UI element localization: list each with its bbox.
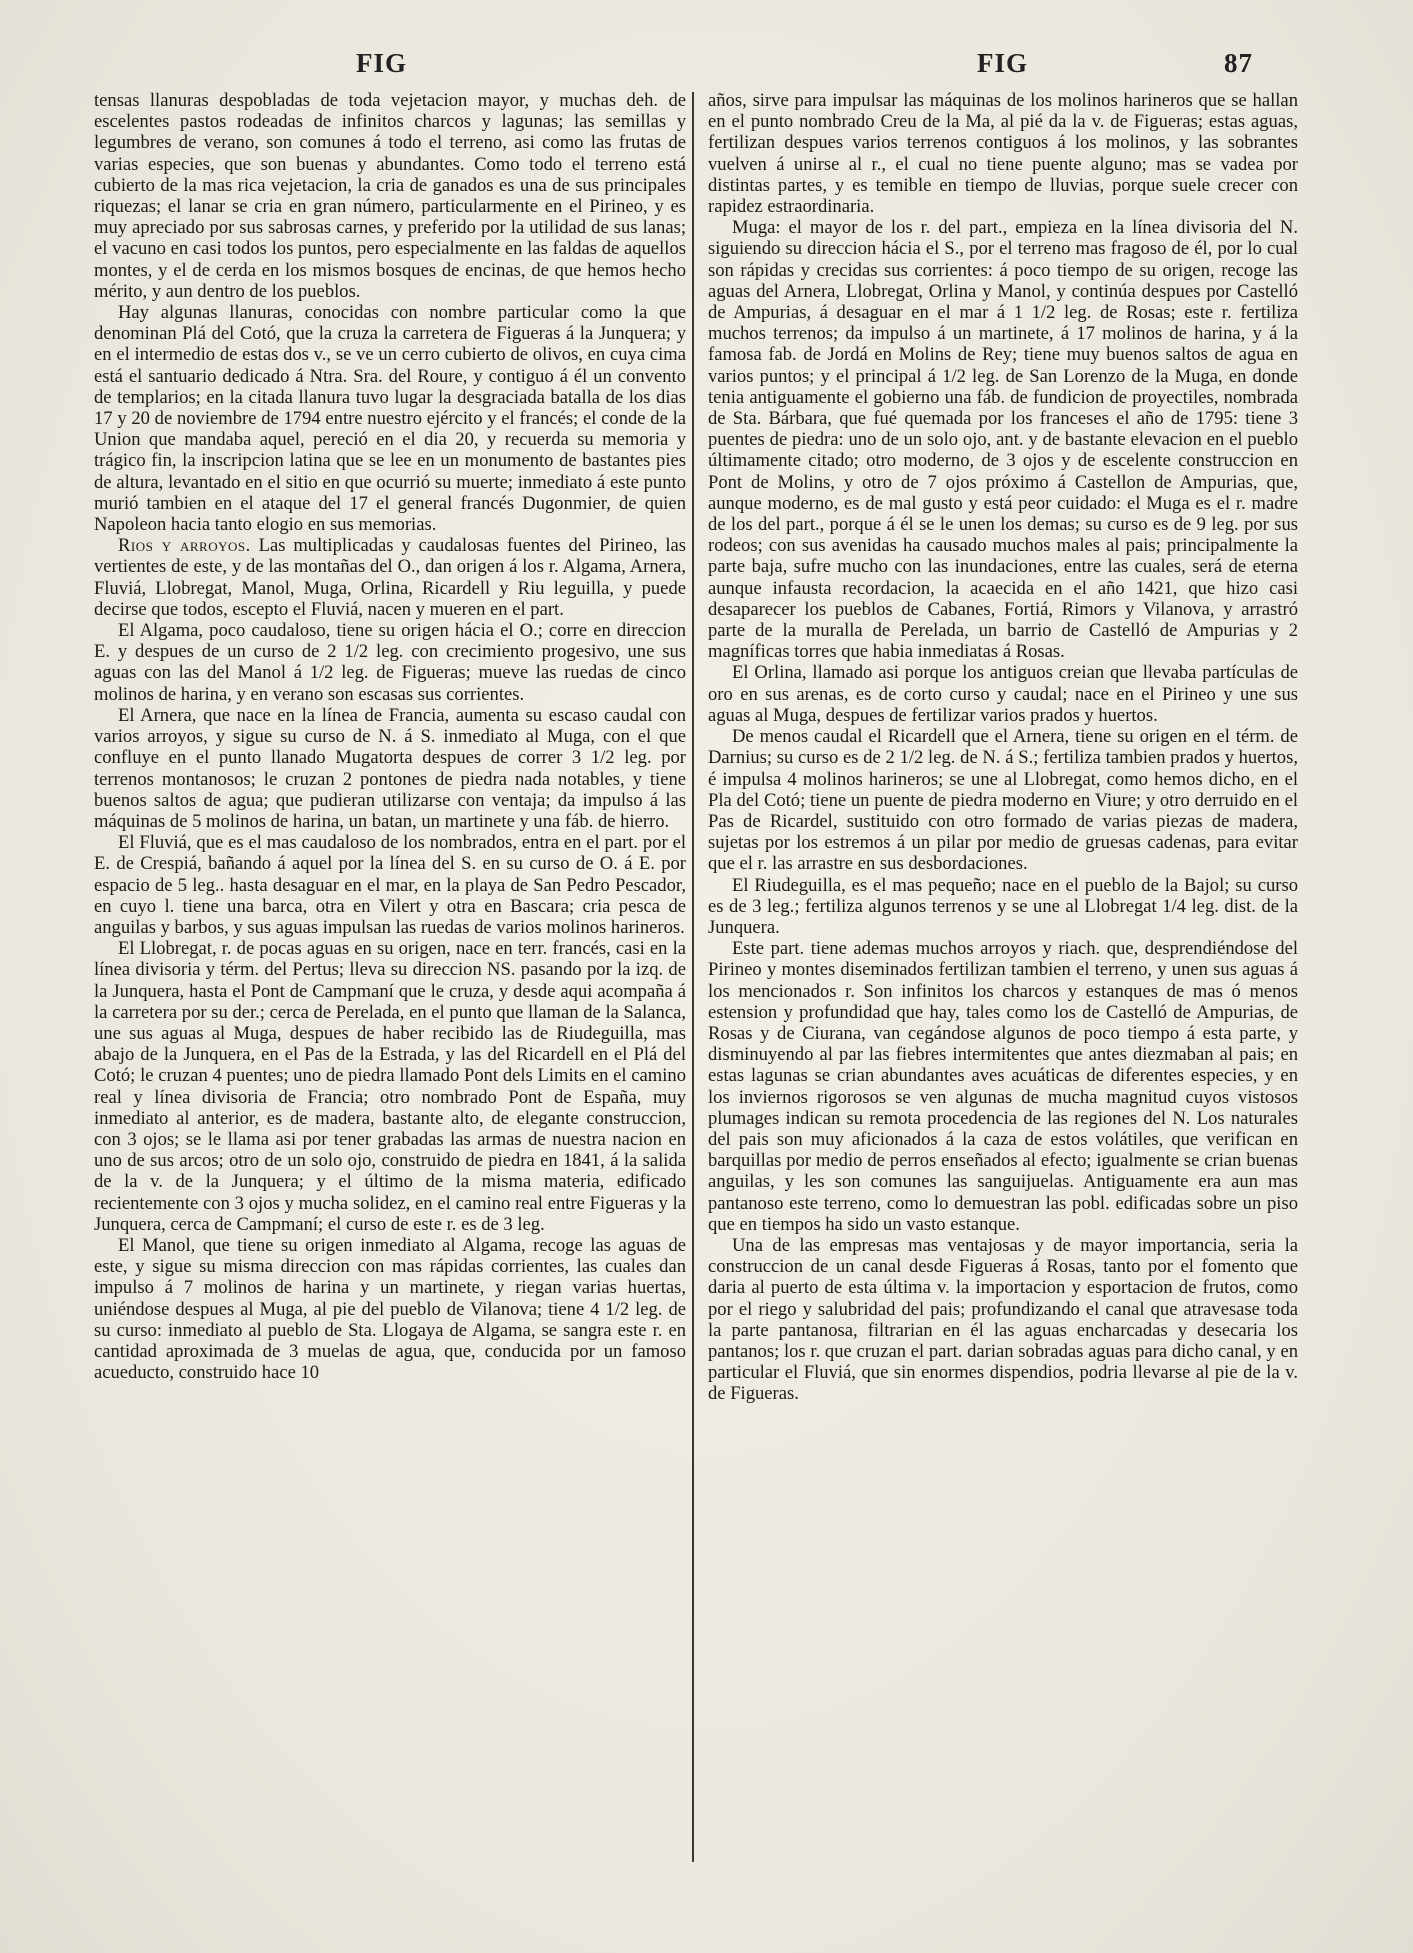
paragraph: El Arnera, que nace en la línea de Francia, aumenta su escaso caudal con varios arroyos, y sigue su curso de N. á S. inmediato al Muga, con el que confluye en el punto llanado Mugatorta despues de correr 3 1/2 leg. por terrenos montanosos; le cruzan 2 pontones de piedra nada notables, y tiene buenos saltos de agua; que pudieran utilizarse con ventaja; da impulso á las máquinas de 5 molinos de harina, un batan, un martinete y una fáb. de hierro. (94, 704, 686, 832)
paragraph: Una de las empresas mas ventajosas y de mayor importancia, seria la construccion de un canal desde Figueras á Rosas, tanto por el fomento que daria al puerto de esta última v. la importacion y esportacion de frutos, como por el riego y salubridad del pais; profundizando el canal que atravesase toda la parte pantanosa, filtrarian en él las aguas encharcadas y desecaria los pantanos; los r. que cruzan el part. darian sobradas aguas para dicho canal, y en particular el Fluviá, que sin enormes dispendios, podria llevarse al pie de la v. de Figueras. (708, 1234, 1298, 1405)
paragraph: tensas llanuras despobladas de toda vejetacion mayor, y muchas deh. de escelentes pastos rodeadas de infinitos charcos y lagunas; las semillas y legumbres de verano, son comunes á todo el terreno, asi como las frutas de varias especies, que son buenas y abundantes. Como todo el terreno está cubierto de la mas rica vejetacion, la cria de ganados es una de sus principales riquezas; el lanar se cria en gran número, particularmente en el Pirineo, y es muy apreciado por sus sabrosas carnes, y preferido por la utilidad de sus lanas; el vacuno en casi todos los puntos, pero especialmente en las faldas de aquellos montes, y el de cerda en los mismos bosques de encinas, de que hemos hecho mérito, y aun dentro de los pueblos. (94, 90, 686, 302)
left-column (94, 90, 686, 1383)
paragraph: Muga: el mayor de los r. del part., empieza en la línea divisoria del N. siguiendo su direccion hácia el S., por el terreno mas fragoso de él, por lo cual son rápidas y crecidas sus corrientes: á poco tiempo de su origen, recoge las aguas del Arnera, Llobregat, Orlina y Manol, y continúa despues por Castelló de Ampurias, á desaguar en el mar á 1 1/2 leg. de Rosas; este r. fertiliza muchos terrenos; da impulso á un martinete, á 17 molinos de harina, y á la famosa fab. de Jordá en Molins de Rey; tiene muy buenos saltos de agua en varios puntos; y el principal á 1/2 leg. de San Lorenzo de la Muga, en donde tenia antiguamente el gobierno una fáb. de fundicion de proyectiles, nombrada de Sta. Bárbara, que fué quemada por los franceses el año de 1795: tiene 3 puentes de piedra: uno de un solo ojo, ant. y de bastante elevacion en el pueblo últimamente citado; otro moderno, de 3 ojos y de escelente construccion en Pont de Molins, y otro de 7 ojos próximo á Castellon de Ampurias, que, aunque moderno, es de mal gusto y está peor cuidado: el Muga es el r. madre de los del part., porque á él se le unen los demas; su curso es de 9 leg. por sus rodeos; con sus avenidas ha causado muchos males al pais; principalmente la parte baja, sufre mucho con las inundaciones, entre las cuales, será de eterna aunque infausta recordacion, la acaecida en el año 1421, que hizo casi desaparecer los pueblos de Cabanes, Fortiá, Rimors y Vilanova, y arrastró parte de la muralla de Perelada, un barrio de Castelló de Ampurias y 2 magníficas torres que habia inmediatas á Rosas. (708, 217, 1298, 663)
paragraph: El Orlina, llamado asi porque los antiguos creian que llevaba partículas de oro en sus arenas, es de corto curso y caudal; nace en el Pirineo y une sus aguas al Muga, despues de fertilizar varios prados y huertos. (708, 662, 1298, 726)
paragraph: El Llobregat, r. de pocas aguas en su origen, nace en terr. francés, casi en la línea divisoria y térm. del Pertus; lleva su direccion NS. pasando por la izq. de la Junquera, hasta el Pont de Campmaní que le cruza, y desde aqui acompaña á la carretera por su der.; cerca de Perelada, en el punto que llaman de la Salanca, une sus aguas al Muga, despues de haber recibido las de Riudeguilla, mas abajo de la Junquera, en el Pas de la Estrada, y las del Ricardell en el Plá del Cotó; le cruzan 4 puentes; uno de piedra llamado Pont dels Limits en el camino real y línea divisoria de Francia; otro nombrado Pont de España, muy inmediato al anterior, es de madera, bastante alto, de elegante construccion, con 3 ojos; se le llama asi por tener grabadas las armas de nuestra nacion en uno de sus arcos; otro de un solo ojo, construido de piedra en 1841, á la salida de la v. de la Junquera; y el último de la misma materia, edificado recientemente con 3 ojos y mucha solidez, en el camino real entre Figueras y la Junquera, cerca de Campmaní; el curso de este r. es de 3 leg. (94, 938, 686, 1235)
section-heading-rios: Rios y arroyos. (118, 535, 251, 557)
paragraph: El Fluviá, que es el mas caudaloso de los nombrados, entra en el part. por el E. de Crespiá, bañando á aquel por la línea del S. en su curso de O. á E. por espacio de 5 leg.. hasta desaguar en el mar, en la playa de San Pedro Pescador, en cuyo l. tiene una barca, otra en Vilert y otra en Bascara; cria pesca de anguilas y barbos, y sus aguas impulsan las ruedas de varios molinos harineros. (94, 832, 686, 938)
running-head-right: FIG (977, 48, 1029, 78)
paragraph: El Riudeguilla, es el mas pequeño; nace en el pueblo de la Bajol; su curso es de 3 leg.; fertiliza algunos terrenos y se une al Llobregat 1/4 leg. dist. de la Junquera. (708, 874, 1298, 938)
paragraph (94, 535, 686, 620)
paragraph: Hay algunas llanuras, conocidas con nombre particular como la que denominan Plá del Cotó, que la cruza la carretera de Figueras á la Junquera; y en el intermedio de estas dos v., se ve un cerro cubierto de olivos, en cuya cima está el santuario dedicado á Ntra. Sra. del Roure, y contiguo á él un convento de templarios; en la citada llanura tuvo lugar la desgraciada batalla de los dias 17 y 20 de noviembre de 1794 entre nuestro ejército y el francés; el conde de la Union que mandaba aquel, pereció en el dia 20, y recuerda su memoria y trágico fin, la inscripcion latina que se lee en un monumento de bastantes pies de altura, levantado en el sitio en que ocurrió su muerte; inmediato á este punto murió tambien en el ataque del 17 el general francés Dugonmier, de quien Napoleon hacia tanto elogio en sus memorias. (94, 302, 686, 536)
page-header (0, 48, 1413, 92)
paragraph: Este part. tiene ademas muchos arroyos y riach. que, desprendiéndose del Pirineo y montes diseminados fertilizan tambien el terreno, y unen sus aguas á los mencionados r. Son infinitos los charcos y estanques de mas ó menos estension y profundidad que hay, tales como los de Castelló de Ampurias, de Rosas y de Ciurana, van cegándose algunos de poco tiempo á esta parte, y disminuyendo al par las fiebres intermitentes que antes diezmaban al pais; en estas lagunas se crian abundantes aves acuáticas de diferentes especies, y en los inviernos rigorosos se ven algunas de mucha magnitud cuyos vistosos plumages indican su remota procedencia de las regiones del N. Los naturales del pais son muy aficionados á la caza de estos volátiles, que verifican en barquillas por medio de perros enseñados al efecto; igualmente se crian buenas anguilas, y les son comunes las sanguijuelas. Antiguamente era aun mas pantanoso este terreno, como lo demuestran las pobl. edificadas sobre un piso que en tiempos ha sido un vasto estanque. (708, 938, 1298, 1235)
page-number: 87 (1224, 48, 1253, 78)
paragraph: El Algama, poco caudaloso, tiene su origen hácia el O.; corre en direccion E. y despues de un curso de 2 1/2 leg. con crecimiento progesivo, une sus aguas con las del Manol á 1/2 leg. de Figueras; mueve las ruedas de cinco molinos de harina, y en verano son escasas sus corrientes. (94, 620, 686, 705)
column-divider (692, 92, 694, 1862)
paragraph: El Manol, que tiene su origen inmediato al Algama, recoge las aguas de este, y sigue su misma direccion con mas rápidas corrientes, las cuales dan impulso á 7 molinos de harina y un martinete, y riegan varias huertas, uniéndose despues al Muga, al pie del pueblo de Vilanova; tiene 4 1/2 leg. de su curso: inmediato al pueblo de Sta. Llogaya de Algama, se sangra este r. en cantidad aproximada de 3 muelas de agua, que, conducida por un famoso acueducto, construido hace 10 (94, 1234, 686, 1384)
right-column (708, 90, 1298, 1405)
running-head-left: FIG (356, 48, 408, 78)
paragraph: años, sirve para impulsar las máquinas de los molinos harineros que se hallan en el punto nombrado Creu de la Ma, al pié da la v. de Figueras; estas aguas, fertilizan despues varios terrenos contiguos á los molinos, y las sobrantes vuelven á unirse al r., el cual no tiene puente alguno; mas se vadea por distintas partes, y es temible en tiempo de lluvias, porque suele crecer con rapidez estraordinaria. (708, 90, 1298, 218)
paragraph: De menos caudal el Ricardell que el Arnera, tiene su origen en el térm. de Darnius; su curso es de 2 1/2 leg. de N. á S.; fertiliza tambien prados y huertos, é impulsa 4 molinos harineros; se une al Llobregat, como hemos dicho, en el Pla del Cotó; tiene un puente de piedra moderno en Viure; y otro derruido en el Pas de Ricardel, sustituido con otro formado de varias piezas de madera, sujetas por los estremos á un pilar por medio de gruesas cadenas, para evitar que el r. las arrastre en sus desbordaciones. (708, 726, 1298, 875)
paragraph-text: Las multiplicadas y caudalosas fuentes del Pirineo, las vertientes de este, y de las montañas del O., dan origen á los r. Algama, Arnera, Fluviá, Llobregat, Manol, Muga, Orlina, Ricardell y Riu leguilla, y puede decirse que todos, escepto el Fluviá, nacen y mueren en el part. (94, 535, 686, 620)
